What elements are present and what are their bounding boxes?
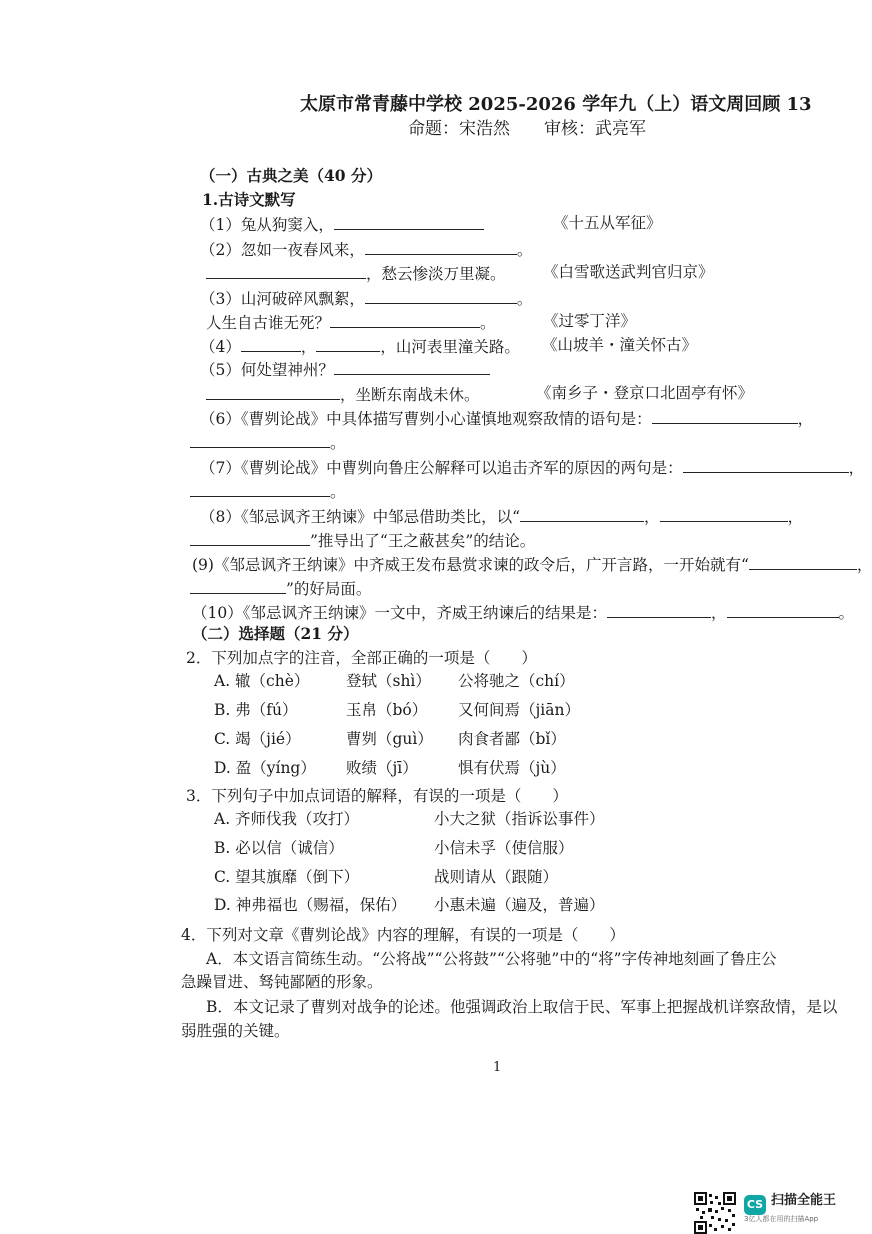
answer-blank[interactable] [365,238,517,255]
answer-blank[interactable] [190,529,310,546]
option-2c-1[interactable]: C. 竭（jié） [214,730,301,748]
camscanner-logo-icon: CS [744,1195,766,1215]
answer-blank[interactable] [334,213,484,230]
option-2c-2: 曹刿（guì） [346,730,433,748]
answer-blank[interactable] [190,431,330,448]
answer-blank[interactable] [652,407,798,424]
poem-line-1 [200,213,484,235]
answer-blank[interactable] [330,311,480,328]
poem-line-6 [200,335,520,357]
option-2b-2: 玉帛（bó） [346,701,428,719]
poem-line-3-text: ，愁云惨淡万里凝。 [366,265,506,283]
question-1-9-cont [190,577,371,599]
option-2d-1[interactable]: D. 盈（yíng） [214,759,316,777]
option-2b-1[interactable]: B. 弗（fú） [214,701,298,719]
option-2a-2: 登轼（shì） [346,672,431,690]
poem-line-5-text: 人生自古谁无死？ [206,314,331,332]
question-3-stem: 3．下列句子中加点词语的解释，有误的一项是（ ） [186,787,568,805]
question-1-8-tail: ”推导出了“王之蔽甚矣”的结论。 [310,532,536,550]
question-1-7-cont [190,480,346,502]
option-4b-line1[interactable]: B．本文记录了曹刿对战争的论述。他强调政治上取信于民、军事上把握战机详察敌情，是以 [206,998,838,1016]
period: 。 [516,241,533,259]
poem-source-4: 《山坡羊・潼关怀古》 [542,336,698,354]
poem-line-1-text: （1）兔从狗窦入， [200,216,334,234]
answer-blank[interactable] [365,287,517,304]
poem-line-6-text: ，山河表里潼关路。 [380,338,520,356]
question-4-stem: 4．下列对文章《曹刿论战》内容的理解，有误的一项是（ ） [181,926,625,944]
page-number: 1 [493,1060,502,1075]
section-heading-choice: （二）选择题（21 分） [192,624,359,643]
document-title: 太原市常青藤中学校 2025-2026 学年九（上）语文周回顾 13 [300,94,812,115]
option-3a-1[interactable]: A. 齐师伐我（攻打） [214,810,360,828]
question-1-10-text: （10）《邹忌讽齐王纳谏》一文中，齐威王纳谏后的结果是： [192,604,607,622]
answer-blank[interactable] [316,335,380,352]
poem-line-2 [200,238,532,260]
comma: ， [848,459,865,477]
period: 。 [516,290,533,308]
question-1-9 [192,553,872,575]
comma: ， [300,338,317,356]
question-2-stem: 2．下列加点字的注音，全部正确的一项是（ ） [186,649,537,667]
poem-line-4-text: （3）山河破碎风飘絮， [200,290,365,308]
poem-source-5: 《南乡子・登京口北固亭有怀》 [536,384,754,402]
option-3d-2: 小惠未遍（遍及，普遍） [434,896,605,914]
answer-blank[interactable] [660,505,788,522]
option-3b-2: 小信未孚（使信服） [434,839,574,857]
option-4b-line2: 弱胜强的关键。 [181,1022,290,1040]
poem-source-1: 《十五从军征》 [553,214,662,232]
option-3d-1[interactable]: D. 神弗福也（赐福，保佑） [214,896,407,914]
period: 。 [480,314,496,332]
period: 。 [330,434,346,452]
poem-line-7 [200,358,490,380]
brand-name: 扫描全能王 [771,1193,837,1208]
option-4a-line1[interactable]: A．本文语言简练生动。“公将战”“公将鼓”“公将驰”中的“将”字传神地刻画了鲁庄公 [206,950,777,968]
comma: ， [644,508,660,526]
option-4a-line2: 急躁冒进、驽钝鄙陋的形象。 [181,973,383,991]
option-2a-3: 公将驰之（chí） [458,672,575,690]
question-1-9-text: (9)《邹忌讽齐王纳谏》中齐威王发布悬赏求谏的政令后，广开言路，一开始就有“ [192,556,749,574]
comma: ， [710,604,727,622]
comma: ， [787,508,804,526]
question-1-10 [192,601,854,623]
option-3b-1[interactable]: B. 必以信（诚信） [214,839,344,857]
poem-line-7-text: （5）何处望神州？ [200,361,334,379]
answer-blank[interactable] [683,456,849,473]
answer-blank[interactable] [190,480,330,497]
answer-blank[interactable] [334,358,490,375]
option-3c-2: 战则请从（跟随） [434,868,559,886]
question-1-8-text: （8）《邹忌讽齐王纳谏》中邹忌借助类比，以“ [200,508,521,526]
poem-line-4 [200,287,532,309]
answer-blank[interactable] [607,601,711,618]
question-1-6-text: （6）《曹刿论战》中具体描写曹刿小心谨慎地观察敌情的语句是： [200,410,652,428]
poem-line-8-text: ，坐断东南战未休。 [340,386,480,404]
option-2a-1[interactable]: A. 辙（chè） [214,672,310,690]
qr-code-icon [694,1192,736,1234]
answer-blank[interactable] [749,553,857,570]
brand-tagline: 3亿人都在用的扫描App [744,1215,819,1223]
answer-blank[interactable] [206,383,340,400]
option-2b-3: 又何间焉（jiān） [458,701,580,719]
question-1-6-cont [190,431,346,453]
question-1-7 [200,456,864,478]
comma: ， [856,556,872,574]
answer-blank[interactable] [520,505,644,522]
question-1-8 [200,505,803,527]
option-2d-2: 败绩（jī） [346,759,418,777]
answer-blank[interactable] [206,262,366,279]
option-3c-1[interactable]: C. 望其旗靡（倒下） [214,868,360,886]
document-byline: 命题：宋浩然 审核：武亮军 [408,119,646,139]
poem-line-5 [206,311,496,333]
poem-line-2-text: （2）忽如一夜春风来， [200,241,365,259]
poem-line-6-num: （4） [200,338,241,356]
section-heading-classics: （一）古典之美（40 分） [200,166,382,185]
poem-source-3: 《过零丁洋》 [543,312,637,330]
answer-blank[interactable] [190,577,286,594]
option-3a-2: 小大之狱（指诉讼事件） [434,810,605,828]
answer-blank[interactable] [727,601,839,618]
option-2d-3: 惧有伏焉（jù） [458,759,566,777]
period: 。 [330,483,346,501]
poem-line-8 [206,383,480,405]
poem-source-2: 《白雪歌送武判官归京》 [543,263,714,281]
question-1-9-tail: ”的好局面。 [286,580,372,598]
question-1-6 [200,407,813,429]
comma: ， [797,410,814,428]
period: 。 [838,604,855,622]
question-1-title: 1.古诗文默写 [202,190,296,209]
answer-blank[interactable] [241,335,301,352]
question-1-7-text: （7）《曹刿论战》中曹刿向鲁庄公解释可以追击齐军的原因的两句是： [200,459,683,477]
question-1-8-cont [190,529,535,551]
option-2c-3: 肉食者鄙（bǐ） [458,730,566,748]
poem-line-3 [206,262,506,284]
